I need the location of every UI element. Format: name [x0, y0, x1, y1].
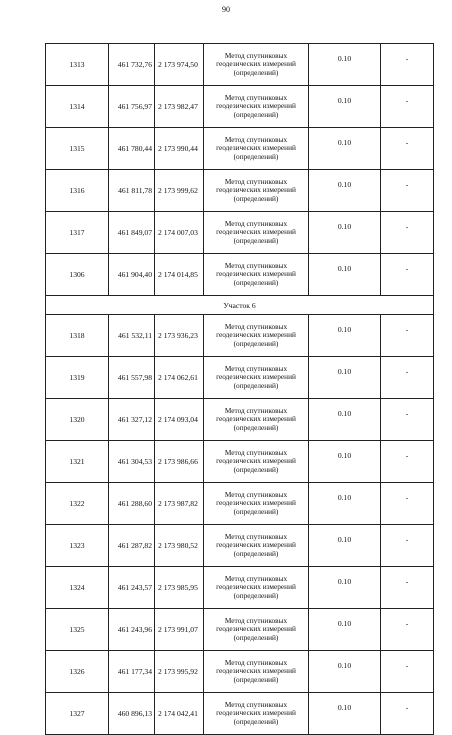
note-cell: -: [381, 254, 434, 296]
point-number-cell: 1326: [46, 651, 109, 693]
coordinates-table-body: [46, 44, 434, 735]
table-row: [46, 44, 434, 86]
table-row: [46, 651, 434, 693]
point-number-cell: 1315: [46, 128, 109, 170]
point-number-cell: 1322: [46, 483, 109, 525]
point-number-cell: 1313: [46, 44, 109, 86]
accuracy-cell: 0.10: [309, 525, 381, 567]
method-cell: Метод спутниковых геодезических измерений (определений): [204, 357, 309, 399]
method-cell: Метод спутниковых геодезических измерений (определений): [204, 315, 309, 357]
point-number-cell: 1316: [46, 170, 109, 212]
accuracy-cell: 0.10: [309, 693, 381, 735]
table-row: [46, 357, 434, 399]
method-cell: Метод спутниковых геодезических измерений (определений): [204, 483, 309, 525]
x-coordinate-cell: 461 756,97: [109, 86, 155, 128]
y-coordinate-cell: 2 174 042,41: [155, 693, 204, 735]
x-coordinate-cell: 461 327,12: [109, 399, 155, 441]
method-cell: Метод спутниковых геодезических измерений (определений): [204, 693, 309, 735]
y-coordinate-cell: 2 173 936,23: [155, 315, 204, 357]
y-coordinate-cell: 2 173 985,95: [155, 567, 204, 609]
point-number-cell: 1317: [46, 212, 109, 254]
table-row: [46, 399, 434, 441]
section-header-row: [46, 296, 434, 315]
x-coordinate-cell: 461 532,11: [109, 315, 155, 357]
y-coordinate-cell: 2 173 980,52: [155, 525, 204, 567]
point-number-cell: 1320: [46, 399, 109, 441]
table-row: [46, 609, 434, 651]
y-coordinate-cell: 2 173 999,62: [155, 170, 204, 212]
note-cell: -: [381, 483, 434, 525]
accuracy-cell: 0.10: [309, 170, 381, 212]
accuracy-cell: 0.10: [309, 212, 381, 254]
y-coordinate-cell: 2 173 982,47: [155, 86, 204, 128]
y-coordinate-cell: 2 173 990,44: [155, 128, 204, 170]
note-cell: -: [381, 128, 434, 170]
point-number-cell: 1325: [46, 609, 109, 651]
y-coordinate-cell: 2 174 007,03: [155, 212, 204, 254]
y-coordinate-cell: 2 173 974,50: [155, 44, 204, 86]
page-number: 90: [222, 5, 230, 14]
table-row: [46, 441, 434, 483]
section-title: Участок 6: [46, 296, 434, 315]
method-cell: Метод спутниковых геодезических измерений (определений): [204, 128, 309, 170]
note-cell: -: [381, 651, 434, 693]
y-coordinate-cell: 2 174 014,85: [155, 254, 204, 296]
x-coordinate-cell: 461 243,57: [109, 567, 155, 609]
method-cell: Метод спутниковых геодезических измерений (определений): [204, 651, 309, 693]
point-number-cell: 1323: [46, 525, 109, 567]
accuracy-cell: 0.10: [309, 609, 381, 651]
y-coordinate-cell: 2 173 986,66: [155, 441, 204, 483]
table-row: [46, 254, 434, 296]
method-cell: Метод спутниковых геодезических измерений (определений): [204, 44, 309, 86]
note-cell: -: [381, 212, 434, 254]
table-row: [46, 170, 434, 212]
x-coordinate-cell: 461 177,34: [109, 651, 155, 693]
point-number-cell: 1327: [46, 693, 109, 735]
y-coordinate-cell: 2 174 093,04: [155, 399, 204, 441]
x-coordinate-cell: 461 732,76: [109, 44, 155, 86]
table-row: [46, 212, 434, 254]
y-coordinate-cell: 2 174 062,61: [155, 357, 204, 399]
y-coordinate-cell: 2 173 995,92: [155, 651, 204, 693]
table-row: [46, 86, 434, 128]
table-row: [46, 567, 434, 609]
y-coordinate-cell: 2 173 987,82: [155, 483, 204, 525]
accuracy-cell: 0.10: [309, 357, 381, 399]
accuracy-cell: 0.10: [309, 254, 381, 296]
point-number-cell: 1306: [46, 254, 109, 296]
x-coordinate-cell: 461 287,82: [109, 525, 155, 567]
table-row: [46, 525, 434, 567]
x-coordinate-cell: 461 904,40: [109, 254, 155, 296]
x-coordinate-cell: 461 304,53: [109, 441, 155, 483]
point-number-cell: 1314: [46, 86, 109, 128]
point-number-cell: 1324: [46, 567, 109, 609]
note-cell: -: [381, 399, 434, 441]
method-cell: Метод спутниковых геодезических измерений (определений): [204, 254, 309, 296]
accuracy-cell: 0.10: [309, 651, 381, 693]
note-cell: -: [381, 567, 434, 609]
accuracy-cell: 0.10: [309, 128, 381, 170]
table-row: [46, 315, 434, 357]
coordinates-table: [45, 43, 434, 735]
point-number-cell: 1319: [46, 357, 109, 399]
method-cell: Метод спутниковых геодезических измерений (определений): [204, 567, 309, 609]
method-cell: Метод спутниковых геодезических измерений (определений): [204, 399, 309, 441]
method-cell: Метод спутниковых геодезических измерений (определений): [204, 525, 309, 567]
note-cell: -: [381, 170, 434, 212]
accuracy-cell: 0.10: [309, 441, 381, 483]
table-row: [46, 693, 434, 735]
method-cell: Метод спутниковых геодезических измерений (определений): [204, 441, 309, 483]
x-coordinate-cell: 461 243,96: [109, 609, 155, 651]
method-cell: Метод спутниковых геодезических измерений (определений): [204, 609, 309, 651]
x-coordinate-cell: 460 896,13: [109, 693, 155, 735]
note-cell: -: [381, 44, 434, 86]
accuracy-cell: 0.10: [309, 483, 381, 525]
table-row: [46, 128, 434, 170]
note-cell: -: [381, 441, 434, 483]
table-row: [46, 483, 434, 525]
note-cell: -: [381, 525, 434, 567]
x-coordinate-cell: 461 557,98: [109, 357, 155, 399]
y-coordinate-cell: 2 173 991,07: [155, 609, 204, 651]
point-number-cell: 1318: [46, 315, 109, 357]
method-cell: Метод спутниковых геодезических измерений (определений): [204, 170, 309, 212]
note-cell: -: [381, 609, 434, 651]
accuracy-cell: 0.10: [309, 86, 381, 128]
note-cell: -: [381, 315, 434, 357]
method-cell: Метод спутниковых геодезических измерений (определений): [204, 86, 309, 128]
x-coordinate-cell: 461 811,78: [109, 170, 155, 212]
method-cell: Метод спутниковых геодезических измерений (определений): [204, 212, 309, 254]
x-coordinate-cell: 461 780,44: [109, 128, 155, 170]
x-coordinate-cell: 461 849,07: [109, 212, 155, 254]
accuracy-cell: 0.10: [309, 44, 381, 86]
note-cell: -: [381, 357, 434, 399]
x-coordinate-cell: 461 288,60: [109, 483, 155, 525]
note-cell: -: [381, 693, 434, 735]
point-number-cell: 1321: [46, 441, 109, 483]
accuracy-cell: 0.10: [309, 399, 381, 441]
note-cell: -: [381, 86, 434, 128]
accuracy-cell: 0.10: [309, 315, 381, 357]
accuracy-cell: 0.10: [309, 567, 381, 609]
